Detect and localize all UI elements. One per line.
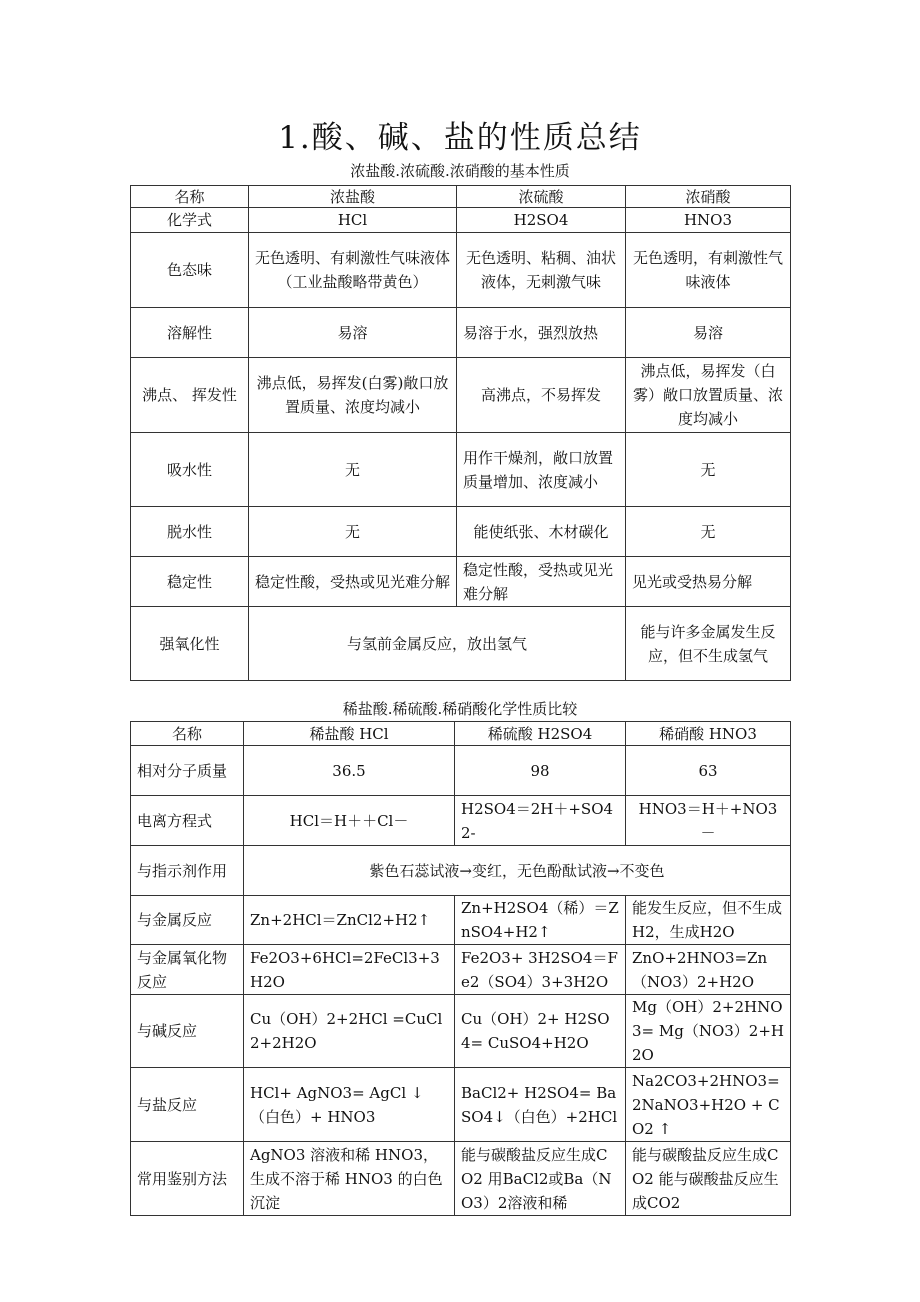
row-label: 常用鉴别方法	[131, 1142, 244, 1216]
table-header-row	[131, 722, 791, 746]
cell-h2so4: Fe2O3+ 3H2SO4＝Fe2（SO4）3+3H2O	[455, 945, 626, 995]
cell-h2so4: BaCl2+ H2SO4= BaSO4↓（白色）+2HCl	[455, 1068, 626, 1142]
cell-h2so4: 能与碳酸盐反应生成CO2 用BaCl2或Ba（NO3）2溶液和稀	[455, 1142, 626, 1216]
row-label: 强氧化性	[131, 607, 249, 681]
cell-h2so4: Cu（OH）2+ H2SO4= CuSO4+H2O	[455, 995, 626, 1068]
cell-h2so4: H2SO4	[457, 208, 626, 233]
cell-hno3: Mg（OH）2+2HNO3= Mg（NO3）2+H2O	[626, 995, 791, 1068]
dilute-acids-table	[130, 721, 791, 1216]
table-row	[131, 1068, 791, 1142]
cell-hcl: 无	[249, 507, 457, 557]
cell-hno3: ZnO+2HNO3=Zn（NO3）2+H2O	[626, 945, 791, 995]
cell-h2so4: Zn+H2SO4（稀）＝ZnSO4+H2↑	[455, 896, 626, 945]
cell-merged: 与氢前金属反应，放出氢气	[249, 607, 626, 681]
header-hno3: 浓硝酸	[626, 186, 791, 208]
row-label: 色态味	[131, 233, 249, 308]
table-row	[131, 208, 791, 233]
table-row	[131, 233, 791, 308]
cell-h2so4: 稳定性酸，受热或见光难分解	[457, 557, 626, 607]
table-row	[131, 433, 791, 507]
table-row	[131, 557, 791, 607]
table-row	[131, 507, 791, 557]
cell-hcl: Zn+2HCl＝ZnCl2+H2↑	[244, 896, 455, 945]
table-row	[131, 358, 791, 433]
cell-hcl: HCl+ AgNO3= AgCl ↓（白色）+ HNO3	[244, 1068, 455, 1142]
table1-caption: 浓盐酸.浓硫酸.浓硝酸的基本性质	[350, 162, 570, 180]
cell-hno3: 无	[626, 433, 791, 507]
header-name: 名称	[131, 722, 244, 746]
table-row	[131, 846, 791, 896]
header-hno3: 稀硝酸 HNO3	[626, 722, 791, 746]
table-row	[131, 995, 791, 1068]
row-label: 与金属氧化物反应	[131, 945, 244, 995]
row-label: 溶解性	[131, 308, 249, 358]
cell-h2so4: 用作干燥剂，敞口放置质量增加、浓度减小	[457, 433, 626, 507]
table-row	[131, 796, 791, 846]
cell-h2so4: 易溶于水，强烈放热	[457, 308, 626, 358]
page-title: 1.酸、碱、盐的性质总结	[278, 120, 642, 156]
cell-hcl: 无	[249, 433, 457, 507]
cell-hno3: 见光或受热易分解	[626, 557, 791, 607]
header-h2so4: 稀硫酸 H2SO4	[455, 722, 626, 746]
cell-hcl: HCl＝H＋＋Cl－	[244, 796, 455, 846]
row-label: 与指示剂作用	[131, 846, 244, 896]
table-row	[131, 607, 791, 681]
cell-hno3: 无	[626, 507, 791, 557]
cell-merged: 紫色石蕊试液→变红，无色酚酞试液→不变色	[244, 846, 791, 896]
table2-caption: 稀盐酸.稀硫酸.稀硝酸化学性质比较	[342, 700, 578, 718]
cell-h2so4: 高沸点，不易挥发	[457, 358, 626, 433]
row-label: 电离方程式	[131, 796, 244, 846]
cell-hno3: 能与许多金属发生反应，但不生成氢气	[626, 607, 791, 681]
cell-hcl: 易溶	[249, 308, 457, 358]
row-label: 与碱反应	[131, 995, 244, 1068]
cell-h2so4: 98	[455, 746, 626, 796]
cell-h2so4: H2SO4＝2H＋+SO42-	[455, 796, 626, 846]
cell-hno3: 无色透明，有刺激性气味液体	[626, 233, 791, 308]
cell-hcl: Cu（OH）2+2HCl =CuCl2+2H2O	[244, 995, 455, 1068]
row-label: 化学式	[131, 208, 249, 233]
cell-hno3: 63	[626, 746, 791, 796]
cell-hcl: 沸点低，易挥发(白雾)敞口放置质量、浓度均减小	[249, 358, 457, 433]
cell-hno3: HNO3＝H＋+NO3－	[626, 796, 791, 846]
concentrated-acids-table	[130, 185, 791, 681]
cell-hcl: 无色透明、有刺激性气味液体（工业盐酸略带黄色）	[249, 233, 457, 308]
cell-hcl: HCl	[249, 208, 457, 233]
row-label: 吸水性	[131, 433, 249, 507]
cell-hno3: HNO3	[626, 208, 791, 233]
cell-hcl: AgNO3 溶液和稀 HNO3，生成不溶于稀 HNO3 的白色沉淀	[244, 1142, 455, 1216]
row-label: 与金属反应	[131, 896, 244, 945]
header-h2so4: 浓硫酸	[457, 186, 626, 208]
row-label: 稳定性	[131, 557, 249, 607]
cell-hcl: 36.5	[244, 746, 455, 796]
table-row	[131, 1142, 791, 1216]
row-label: 沸点、 挥发性	[131, 358, 249, 433]
row-label: 与盐反应	[131, 1068, 244, 1142]
table-row	[131, 896, 791, 945]
cell-hno3: 能与碳酸盐反应生成CO2 能与碳酸盐反应生成CO2	[626, 1142, 791, 1216]
table-row	[131, 945, 791, 995]
table-header-row	[131, 186, 791, 208]
cell-hno3: 易溶	[626, 308, 791, 358]
row-label: 相对分子质量	[131, 746, 244, 796]
header-hcl: 浓盐酸	[249, 186, 457, 208]
header-hcl: 稀盐酸 HCl	[244, 722, 455, 746]
cell-hcl: Fe2O3+6HCl=2FeCl3+3H2O	[244, 945, 455, 995]
cell-h2so4: 能使纸张、木材碳化	[457, 507, 626, 557]
table-row	[131, 746, 791, 796]
cell-hno3: 沸点低，易挥发（白雾）敞口放置质量、浓度均减小	[626, 358, 791, 433]
cell-hno3: Na2CO3+2HNO3= 2NaNO3+H2O + CO2 ↑	[626, 1068, 791, 1142]
cell-h2so4: 无色透明、粘稠、油状液体，无刺激气味	[457, 233, 626, 308]
row-label: 脱水性	[131, 507, 249, 557]
cell-hcl: 稳定性酸，受热或见光难分解	[249, 557, 457, 607]
cell-hno3: 能发生反应，但不生成H2，生成H2O	[626, 896, 791, 945]
table-row	[131, 308, 791, 358]
header-name: 名称	[131, 186, 249, 208]
